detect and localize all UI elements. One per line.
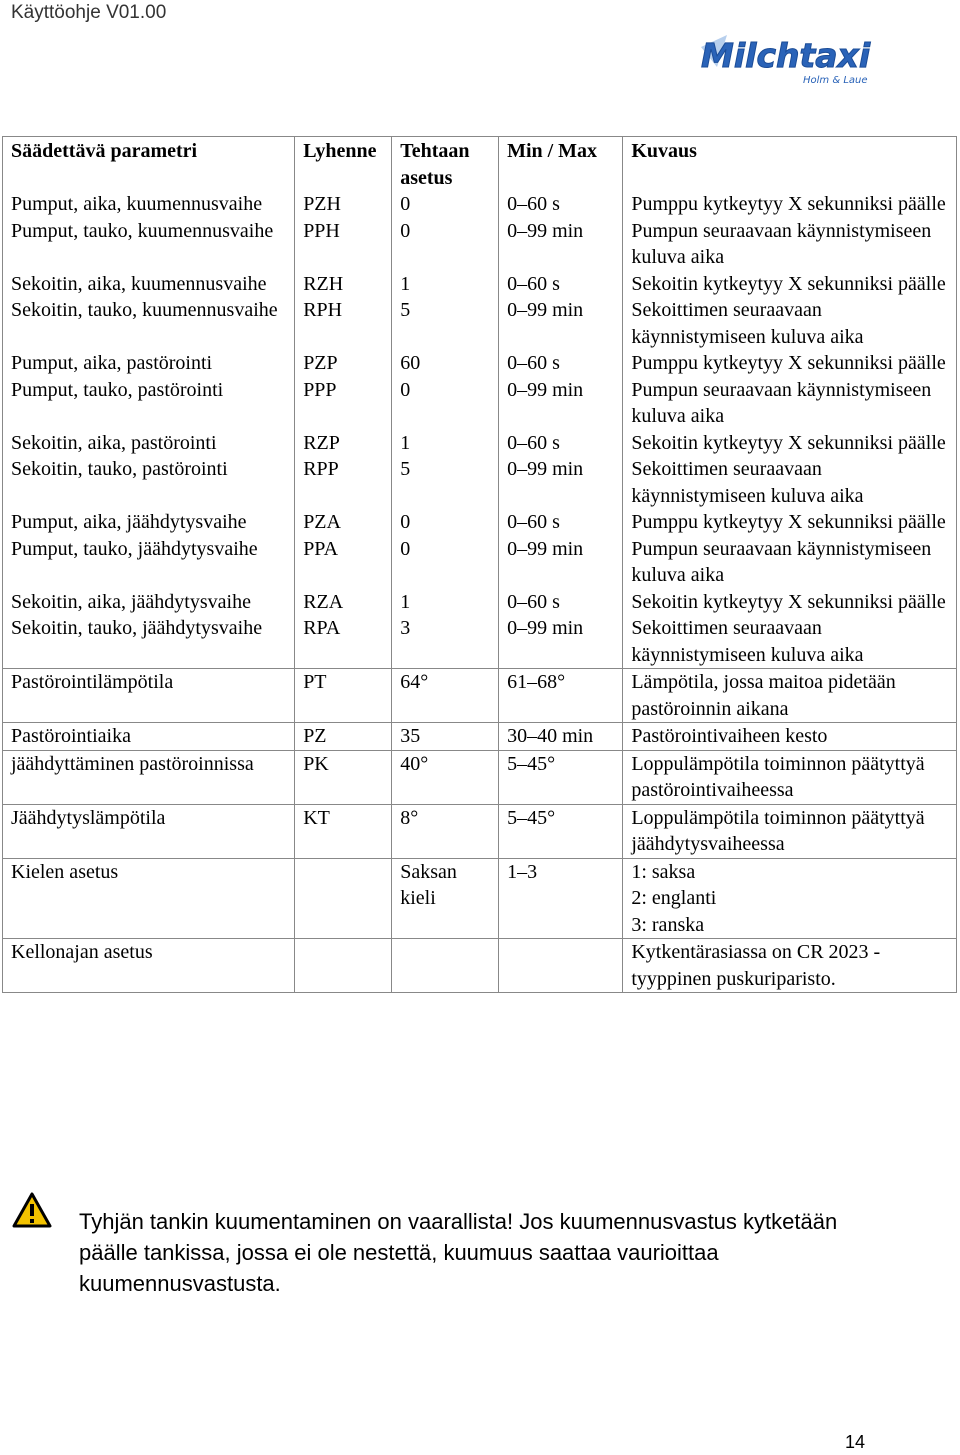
table-row <box>3 589 957 616</box>
table-row <box>3 191 957 218</box>
logo-text: Milchtaxi <box>701 36 871 75</box>
cell-abbr: PPH <box>295 218 392 271</box>
cell-minmax: 0–99 min <box>499 536 623 589</box>
milchtaxi-logo <box>697 27 872 89</box>
cell-minmax: 61–68° <box>499 669 623 723</box>
cell-abbr: RZA <box>295 589 392 616</box>
cell-desc: Sekoittimen seuraavaan käynnistymiseen kuluva aika <box>623 615 957 669</box>
cell-minmax: 0–60 s <box>499 589 623 616</box>
header-abbr: Lyhenne <box>295 137 392 192</box>
cell-desc: Loppulämpötila toiminnon päätyttyä pastörointivaiheessa <box>623 750 957 804</box>
cell-minmax: 0–99 min <box>499 615 623 669</box>
cell-default: 5 <box>392 297 499 350</box>
desc-line: 1: saksa <box>631 860 696 883</box>
cell-abbr: PPA <box>295 536 392 589</box>
cell-param: Pumput, aika, kuumennusvaihe <box>3 191 295 218</box>
cell-desc: Sekoitin kytkeytyy X sekunniksi päälle <box>623 589 957 616</box>
table-row <box>3 456 957 509</box>
table-row <box>3 804 957 858</box>
cell-abbr <box>295 858 392 939</box>
table-row <box>3 430 957 457</box>
cell-abbr: PZA <box>295 509 392 536</box>
desc-line: 3: ranska <box>631 913 705 936</box>
table-body <box>3 191 957 858</box>
cell-abbr: RPP <box>295 456 392 509</box>
cell-default: 0 <box>392 191 499 218</box>
cell-default: 0 <box>392 509 499 536</box>
cell-minmax: 1–3 <box>499 858 623 939</box>
cell-abbr: PPP <box>295 377 392 430</box>
cell-desc: Pumpun seuraavaan käynnistymiseen kuluva aika <box>623 536 957 589</box>
cell-default: 40° <box>392 750 499 804</box>
table-row <box>3 750 957 804</box>
table-row <box>3 377 957 430</box>
cell-param: Sekoitin, aika, jäähdytysvaihe <box>3 589 295 616</box>
cell-default: 1 <box>392 271 499 298</box>
table-row-clock <box>3 939 957 993</box>
cell-default: 0 <box>392 218 499 271</box>
cell-abbr: PK <box>295 750 392 804</box>
cell-desc: Pastörointivaiheen kesto <box>623 723 957 751</box>
header-default: Tehtaan asetus <box>392 137 499 192</box>
table-header-row <box>3 137 957 192</box>
cell-param: Pumput, tauko, jäähdytysvaihe <box>3 536 295 589</box>
table-row <box>3 509 957 536</box>
cell-minmax: 0–60 s <box>499 509 623 536</box>
cell-minmax: 0–99 min <box>499 218 623 271</box>
cell-abbr: RZP <box>295 430 392 457</box>
cell-minmax <box>499 939 623 993</box>
table-row <box>3 536 957 589</box>
cell-param: Pastörointilämpötila <box>3 669 295 723</box>
page-number: 14 <box>845 1432 866 1452</box>
cell-param: Kielen asetus <box>3 858 295 939</box>
cell-default: 0 <box>392 377 499 430</box>
cell-abbr: PT <box>295 669 392 723</box>
warning-triangle-icon <box>12 1192 52 1228</box>
cell-minmax: 0–99 min <box>499 377 623 430</box>
cell-param: Sekoitin, aika, kuumennusvaihe <box>3 271 295 298</box>
cell-param: Sekoitin, tauko, kuumennusvaihe <box>3 297 295 350</box>
cell-param: Pumput, aika, pastörointi <box>3 350 295 377</box>
cell-abbr: RPH <box>295 297 392 350</box>
cell-desc: Lämpötila, jossa maitoa pidetään pastöroinnin aikana <box>623 669 957 723</box>
cell-default: Saksan kieli <box>392 858 499 939</box>
cell-default: 64° <box>392 669 499 723</box>
header-minmax: Min / Max <box>499 137 623 192</box>
cell-minmax: 5–45° <box>499 750 623 804</box>
cell-abbr <box>295 939 392 993</box>
cell-param: Pumput, tauko, pastörointi <box>3 377 295 430</box>
table-row <box>3 669 957 723</box>
cell-param: Pumput, tauko, kuumennusvaihe <box>3 218 295 271</box>
parameter-table <box>2 136 957 993</box>
cell-minmax: 0–99 min <box>499 456 623 509</box>
table-row <box>3 271 957 298</box>
cell-minmax: 0–60 s <box>499 430 623 457</box>
cell-param: Sekoitin, tauko, pastörointi <box>3 456 295 509</box>
cell-default: 5 <box>392 456 499 509</box>
cell-param: Sekoitin, tauko, jäähdytysvaihe <box>3 615 295 669</box>
cell-param: Pastörointiaika <box>3 723 295 751</box>
table-row-language <box>3 858 957 939</box>
warning-text: Tyhjän tankin kuumentaminen on vaarallista! Jos kuumennusvastus kytketään päälle tankissa, jossa ei ole nestettä, kuumuus saattaa vaurioittaa kuumennusvastusta. <box>79 1209 838 1296</box>
cell-param: jäähdyttäminen pastöroinnissa <box>3 750 295 804</box>
cell-minmax: 0–99 min <box>499 297 623 350</box>
logo-subtext: Holm & Laue <box>803 75 868 86</box>
cell-abbr: PZP <box>295 350 392 377</box>
cell-desc <box>623 858 957 939</box>
cell-default <box>392 939 499 993</box>
cell-default: 1 <box>392 430 499 457</box>
cell-desc: Pumpun seuraavaan käynnistymiseen kuluva aika <box>623 218 957 271</box>
cell-abbr: RZH <box>295 271 392 298</box>
cell-desc: Pumpun seuraavaan käynnistymiseen kuluva aika <box>623 377 957 430</box>
cell-default: 8° <box>392 804 499 858</box>
cell-default: 60 <box>392 350 499 377</box>
table-row <box>3 615 957 669</box>
table-row <box>3 297 957 350</box>
cell-param: Kellonajan asetus <box>3 939 295 993</box>
cell-abbr: PZH <box>295 191 392 218</box>
cell-minmax: 30–40 min <box>499 723 623 751</box>
table-row <box>3 218 957 271</box>
cell-default: 1 <box>392 589 499 616</box>
cell-param: Sekoitin, aika, pastörointi <box>3 430 295 457</box>
cell-abbr: KT <box>295 804 392 858</box>
table-row <box>3 350 957 377</box>
cell-desc: Pumppu kytkeytyy X sekunniksi päälle <box>623 509 957 536</box>
cell-desc: Sekoittimen seuraavaan käynnistymiseen kuluva aika <box>623 297 957 350</box>
cell-desc: Sekoitin kytkeytyy X sekunniksi päälle <box>623 430 957 457</box>
cell-abbr: PZ <box>295 723 392 751</box>
cell-minmax: 0–60 s <box>499 191 623 218</box>
cell-minmax: 0–60 s <box>499 271 623 298</box>
cell-param: Jäähdytyslämpötila <box>3 804 295 858</box>
document-title: Käyttöohje V01.00 <box>11 2 167 23</box>
cell-default: 3 <box>392 615 499 669</box>
header-param: Säädettävä parametri <box>3 137 295 192</box>
cell-default: 0 <box>392 536 499 589</box>
cell-desc: Sekoittimen seuraavaan käynnistymiseen kuluva aika <box>623 456 957 509</box>
cell-desc: Kytkentärasiassa on CR 2023 -tyyppinen puskuriparisto. <box>623 939 957 993</box>
table-row <box>3 723 957 751</box>
cell-desc: Sekoitin kytkeytyy X sekunniksi päälle <box>623 271 957 298</box>
cell-desc: Pumppu kytkeytyy X sekunniksi päälle <box>623 191 957 218</box>
cell-minmax: 5–45° <box>499 804 623 858</box>
cell-minmax: 0–60 s <box>499 350 623 377</box>
cell-abbr: RPA <box>295 615 392 669</box>
cell-param: Pumput, aika, jäähdytysvaihe <box>3 509 295 536</box>
cell-desc: Loppulämpötila toiminnon päätyttyä jäähdytysvaiheessa <box>623 804 957 858</box>
header-desc: Kuvaus <box>623 137 957 192</box>
desc-line: 2: englanti <box>631 887 717 909</box>
cell-desc: Pumppu kytkeytyy X sekunniksi päälle <box>623 350 957 377</box>
cell-default: 35 <box>392 723 499 751</box>
